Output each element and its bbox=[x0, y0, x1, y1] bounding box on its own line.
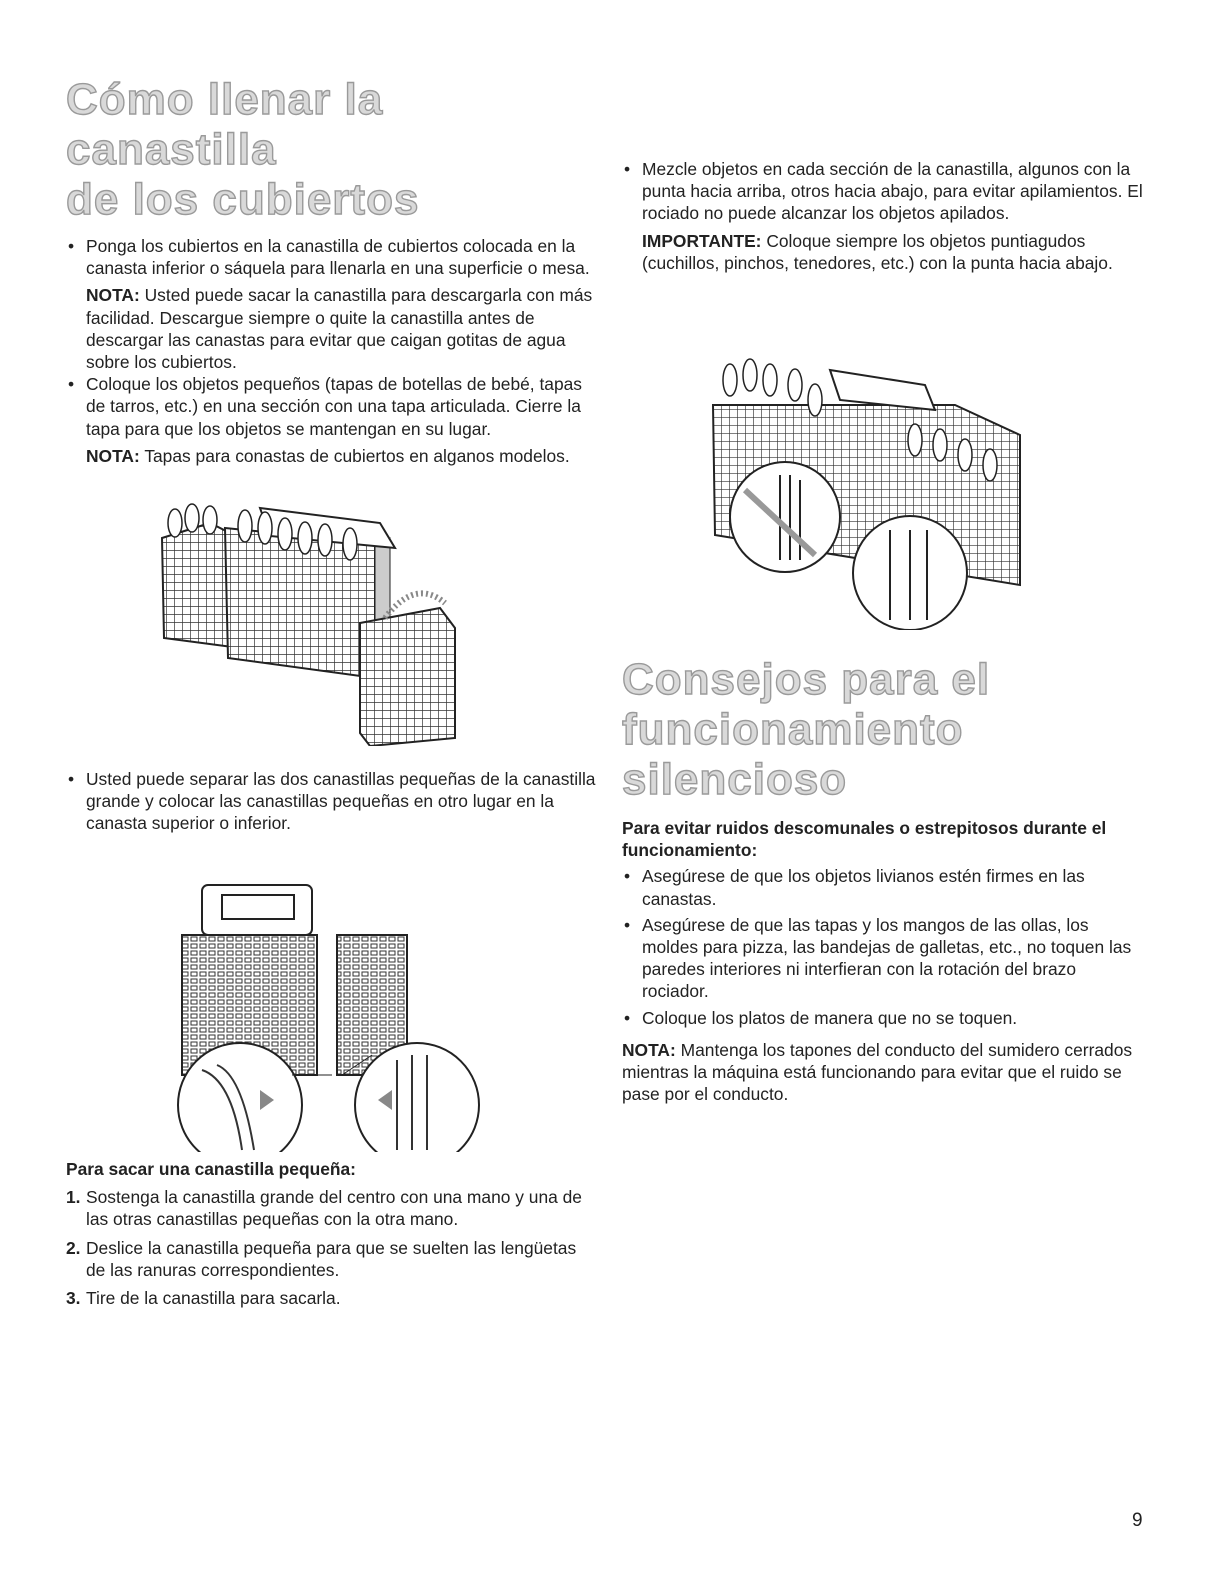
note-text: Usted puede sacar la canastilla para descargarla con más facilidad. Descargue siempre o quite la canastilla antes de descargar las canastas para evitar que caigan gotitas de agua sobre los cubiertos. bbox=[86, 285, 593, 373]
note-label: NOTA: bbox=[86, 445, 140, 466]
note-paragraph bbox=[622, 1039, 1147, 1106]
step-number: 3. bbox=[66, 1288, 81, 1309]
note-label: NOTA: bbox=[622, 1039, 676, 1060]
remove-basket-title: Para sacar una canastilla pequeña: bbox=[66, 1159, 356, 1179]
bullet-item bbox=[622, 865, 1147, 909]
bullet-dot: • bbox=[68, 236, 75, 256]
bullet-text: Asegúrese de que las tapas y los mangos de las ollas, los moldes para pizza, las bandejas de galletas, etc., no toquen las paredes interiores ni interfieran con la rotación del brazo rociador. bbox=[642, 914, 1132, 1002]
bullet-dot: • bbox=[624, 866, 631, 887]
bullet-dot: • bbox=[624, 1007, 631, 1028]
important-label: IMPORTANTE: bbox=[642, 230, 762, 251]
mixed-cutlery-illustration bbox=[705, 345, 1025, 630]
bullet-text: Mezcle objetos en cada sección de la canastilla, algunos con la punta hacia arriba, otros hacia abajo, para evitar apilamientos. El rociado no puede alcanzar los objetos apilados. bbox=[642, 159, 1143, 224]
heading-line-2: de los cubiertos bbox=[66, 175, 420, 224]
step-number: 1. bbox=[66, 1187, 81, 1208]
bullet-item bbox=[622, 1007, 1147, 1029]
bullet-dot: • bbox=[624, 914, 631, 935]
heading-line-1: Consejos para el bbox=[622, 655, 991, 704]
step-number: 2. bbox=[66, 1237, 81, 1258]
bullet-text: Ponga los cubiertos en la canastilla de cubiertos colocada en la canasta inferior o sáquela para llenarla en una superficie o mesa. bbox=[86, 236, 590, 279]
bullet-dot: • bbox=[68, 769, 75, 789]
bullet-text: Coloque los objetos pequeños (tapas de botellas de bebé, tapas de tarros, etc.) en una sección con una tapa articulada. Cierre la tapa para que los objetos se mantengan en su lugar. bbox=[86, 374, 582, 439]
step-text: Tire de la canastilla para sacarla. bbox=[86, 1288, 341, 1309]
bullet-dot: • bbox=[624, 159, 631, 179]
bullet-item bbox=[622, 914, 1147, 1003]
left-column-lower bbox=[66, 768, 596, 835]
heading-line-2: funcionamiento silencioso bbox=[622, 705, 964, 804]
important-text: Coloque siempre los objetos puntiagudos (cuchillos, pinchos, tenedores, etc.) con la punta hacia abajo. bbox=[642, 230, 1113, 273]
note-paragraph bbox=[66, 284, 596, 373]
note-paragraph bbox=[66, 445, 596, 467]
quiet-operation-section bbox=[622, 655, 1147, 1105]
step-item bbox=[66, 1237, 596, 1281]
step-item bbox=[66, 1186, 596, 1230]
note-label: NOTA: bbox=[86, 285, 140, 306]
bullet-text: Usted puede separar las dos canastillas pequeñas de la canastilla grande y colocar las canastillas pequeñas en otro lugar en la canasta superior o inferior. bbox=[86, 769, 596, 834]
important-paragraph bbox=[622, 230, 1147, 274]
bullet-text: Asegúrese de que los objetos livianos estén firmes en las canastas. bbox=[642, 866, 1085, 909]
bullet-item bbox=[622, 158, 1147, 225]
cutlery-basket-illustration bbox=[150, 478, 470, 746]
step-text: Sostenga la canastilla grande del centro con una mano y una de las otras canastillas pequeñas con la otra mano. bbox=[86, 1187, 582, 1230]
left-column bbox=[66, 75, 596, 467]
quiet-intro: Para evitar ruidos descomunales o estrepitosos durante el funcionamiento: bbox=[622, 818, 1107, 861]
step-item bbox=[66, 1287, 596, 1309]
section-heading-cubiertos bbox=[66, 75, 596, 225]
bullet-text: Coloque los platos de manera que no se toquen. bbox=[642, 1007, 1018, 1028]
bullet-item bbox=[66, 373, 596, 440]
section-heading-quiet bbox=[622, 655, 1147, 805]
bullet-item bbox=[66, 235, 596, 279]
step-text: Deslice la canastilla pequeña para que se suelten las lengüetas de las ranuras correspondientes. bbox=[86, 1237, 577, 1280]
bullet-item bbox=[66, 768, 596, 835]
heading-line-1: Cómo llenar la canastilla bbox=[66, 75, 384, 174]
page-number: 9 bbox=[1132, 1510, 1143, 1531]
right-column bbox=[622, 158, 1147, 274]
bullet-dot: • bbox=[68, 374, 75, 395]
note-text: Tapas para conastas de cubiertos en alganos modelos. bbox=[144, 445, 570, 466]
note-text: Mantenga los tapones del conducto del sumidero cerrados mientras la máquina está funcionando para evitar que el ruido se pase por el conducto. bbox=[622, 1039, 1133, 1105]
separate-baskets-illustration bbox=[172, 880, 482, 1152]
remove-basket-section bbox=[66, 1158, 596, 1309]
